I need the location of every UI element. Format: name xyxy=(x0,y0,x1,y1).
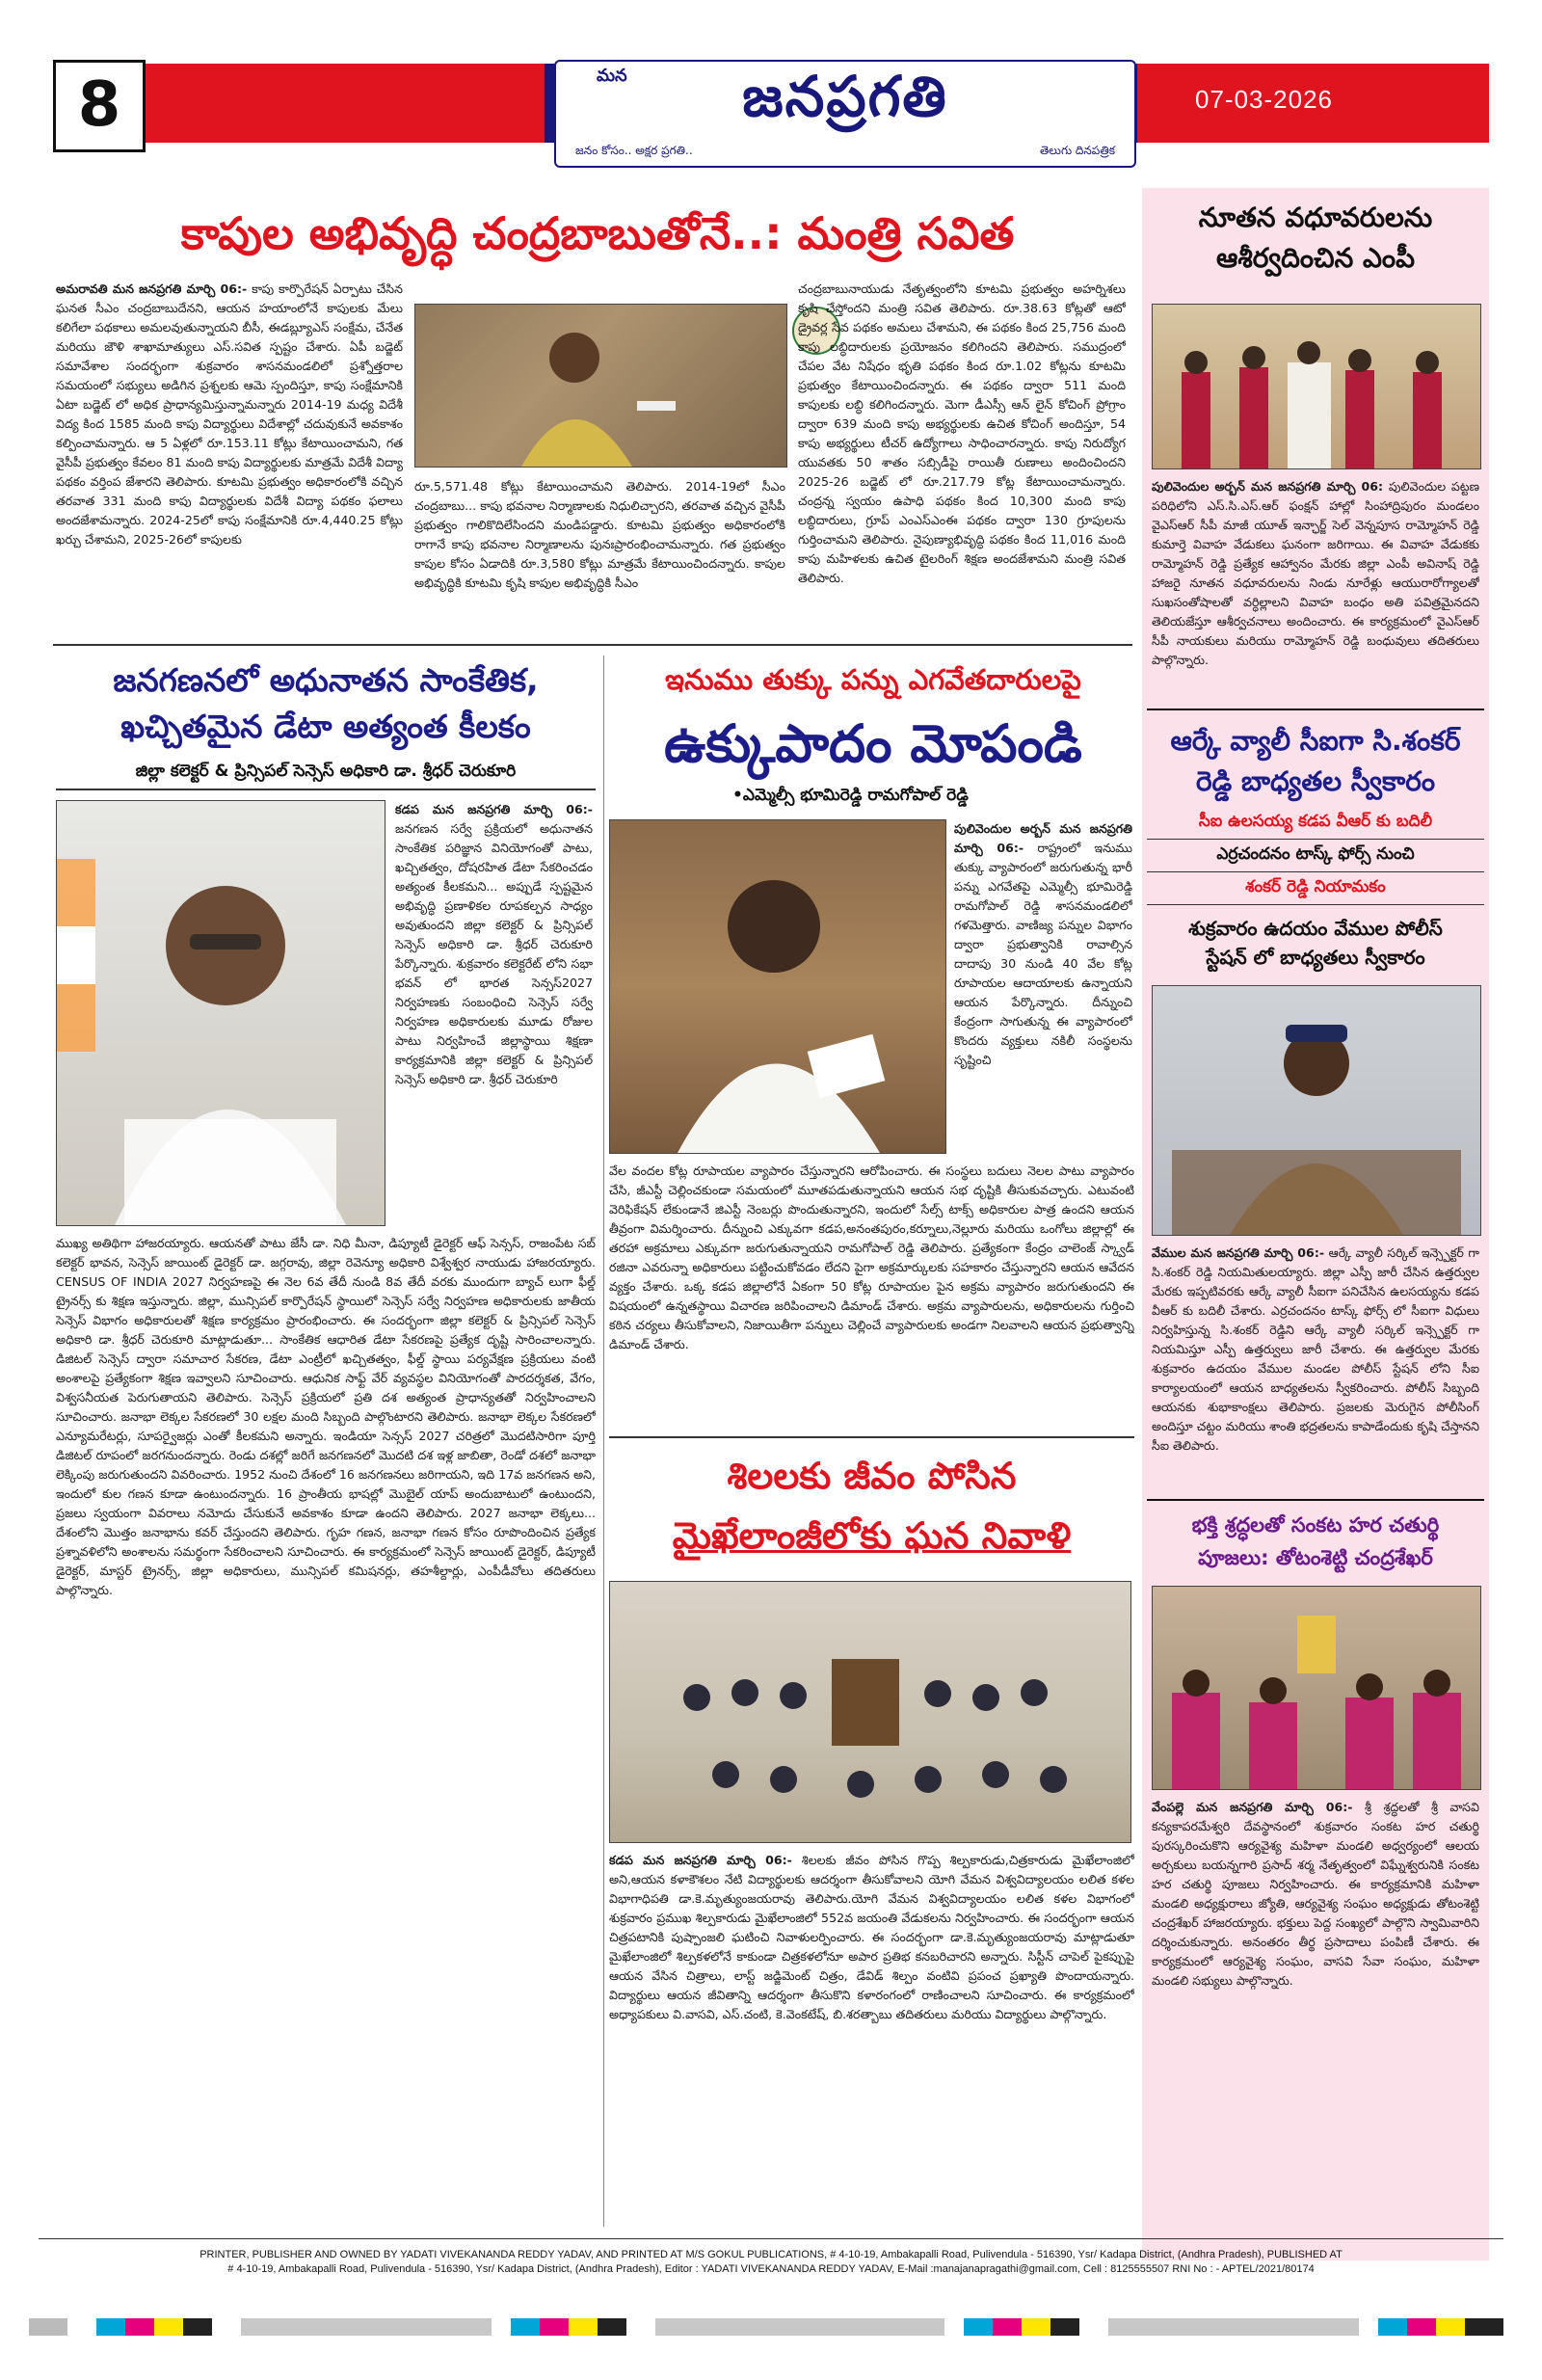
column-divider xyxy=(603,655,604,2227)
iron-body xyxy=(609,1162,1134,1422)
iron-side-text xyxy=(954,819,1132,1152)
statue-byline: కడప మన జనప్రగతి మార్చి 06:- xyxy=(609,1853,792,1867)
statue-body xyxy=(609,1851,1134,2225)
masthead-title: జనప్రగతి xyxy=(742,64,948,129)
lead-column-3 xyxy=(798,280,1126,627)
census-side-text xyxy=(395,800,593,1224)
statue-photo-figure xyxy=(610,1582,1130,1842)
divider xyxy=(1147,709,1484,710)
police-officer-photo xyxy=(1152,985,1481,1236)
lead-headline: కాపుల అభివృద్ధి చంద్రబాబుతోనే..: మంత్రి సవిత xyxy=(180,207,1015,259)
lead-photo xyxy=(414,304,787,468)
story3-text: శ్రీ శ్రద్ధలతో శ్రీ వాసవి కన్యకాపరమేశ్వరి దేవస్థానంలో శుక్రవారం సంకట హర చతుర్థి పురస్కరించుకొని ఆర్యవైశ్య మహిళా మండలి అధ్వర్యంలో ఆలయ అర్చకులు బయన్నగారి ప్రసాద్ శర్మ నేతృత్వంలో విఘ్నేశ్వరునికి సంకట హర చతుర్థి పూజలు నిర్వహించారు. ఈ కార్యక్రమానికి మహిళా మండలి అధ్యక్షురాలు జ్యోతి, ఆర్యవైశ్య సంఘం అధ్యక్షుడు తోటంశెట్టి చంద్రశేఖర్ హాజరయ్యారు. భక్తులు పెద్ద సంఖ్యలో పాల్గొని స్వామివారిని దర్శించుకున్నారు. అనంతరం తీర్థ ప్రసాదాలు పంపిణీ చేశారు. ఈ కార్యక్రమంలో ఆర్యవైశ్య సంఘం, వాసవి సేవా సంఘం, మహిళా మండలి సభ్యులు పాల్గొన్నారు. xyxy=(1152,1800,1479,1988)
statue-photo xyxy=(609,1581,1131,1843)
story1-headline-line2: ఆశీర్వదించిన ఎంపీ xyxy=(1215,242,1415,274)
divider xyxy=(53,644,1132,646)
census-subhead: జిల్లా కలెక్టర్ & ప్రిన్సిపల్ సెన్సెస్ అధికారి డా. శ్రీధర్ చెరుకూరి xyxy=(56,762,596,790)
iron-side-content: రాష్ట్రంలో ఇనుము తుక్కు వ్యాపారంలో జరుగుతున్న భారీ పన్ను ఎగవేతపై ఎమ్మెల్సీ భూమిరెడ్డి రామగోపాల్ రెడ్డి శాసనమండలిలో గళమెత్తారు. వాణిజ్య పన్నుల విభాగం ద్వారా ప్రభుత్వానికి రావాల్సిన దాదాపు 30 నుండి 40 వేల కోట్ల రూపాయల ఆదాయాలకు ఉన్నాయని ఆయన పేర్కొన్నారు. దీన్నుంచి కేంద్రంగా సాగుతున్న ఈ వ్యాపారంలో కొందరు వ్యక్తులు నకిలీ సంస్థలను సృష్టించి xyxy=(954,841,1132,1067)
masthead-tagline-right: తెలుగు దినపత్రిక xyxy=(1039,144,1115,157)
sidebar-story3-headline xyxy=(1147,1509,1484,1574)
header-red-left xyxy=(140,64,545,143)
census-byline: కడప మన జనప్రగతి మార్చి 06:- xyxy=(395,802,593,816)
imprint-footer xyxy=(39,2248,1503,2277)
iron-photo xyxy=(609,819,946,1154)
story2-sub2: ఎర్రచందనం టాస్క్ ఫోర్స్ నుంచి xyxy=(1147,844,1484,872)
divider xyxy=(39,2238,1503,2239)
story3-headline-line1: భక్తి శ్రద్ధలతో సంకట హర చతుర్థి xyxy=(1191,1513,1440,1537)
sidebar-story3-body xyxy=(1152,1798,1479,2087)
imprint-line1: PRINTER, PUBLISHER AND OWNED BY YADATI VIVEKANANDA REDDY YADAV, AND PRINTED AT M/S GOKUL PUBLICATIONS, # 4-10-19, Ambakapalli Road, Pulivendula - 516390, Ysr/ Kadapa District, (Andhra Pradesh), PUBLISHED AT xyxy=(199,2249,1343,2260)
iron-headline-line2: ఉక్కుపాదం మోపండి xyxy=(664,713,1082,774)
story2-headline-line2: రెడ్డి బాధ్యతల స్వీకారం xyxy=(1195,765,1436,797)
lead-column-1 xyxy=(56,280,403,627)
census-headline-line2: ఖచ్చితమైన డేటా అత్యంత కీలకం xyxy=(120,708,531,745)
imprint-line2: # 4-10-19, Ambakapalli Road, Pulivendula - 516390, Ysr/ Kadapa District, (Andhra Pradesh), Editor : YADATI VIVEKANANDA REDDY YADAV, E-Mail :manajanapragathi@gmail.com, Cell : 8125555507 RNI No : - APTEL/2021/80174 xyxy=(227,2263,1315,2275)
story2-sub4 xyxy=(1147,914,1484,972)
story1-text: పులివెందుల పట్టణ పరిధిలోని ఎస్.సి.ఎస్.ఆర్ ఫంక్షన్ హాల్లో సింహాద్రిపురం మండలం వైఎస్ఆర్ సీపీ మాజీ యూత్ ఇన్ఛార్జ్ సెల్ వెన్నపూస రామ్మోహన్ రెడ్డి కుమార్తె వివాహ వేడుకలు ఘనంగా జరిగాయి. ఈ వివాహ వేడుకకు రామ్మోహన్ రెడ్డి ప్రత్యేక ఆహ్వానం మేరకు జిల్లా ఎంపీ అవినాష్ రెడ్డి హాజరై నూతన వధూవరులను నిండు నూరేళ్లు ఆయురారోగ్యాలతో సుఖసంతోషాలతో వర్ధిల్లాలని వివాహ బంధం అతి పవిత్రమైనదని తెలియజేస్తూ ఆశీర్వచనాలు అందించారు. ఈ కార్యక్రమంలో వైఎస్ఆర్ సీపీ నాయకులు మరియు రామ్మోహన్ రెడ్డి బంధువులు తదితరులు పాల్గొన్నారు. xyxy=(1152,479,1479,667)
masthead-tagline: జనం కోసం.. అక్షర ప్రగతి.. xyxy=(575,144,693,157)
police-photo-figure xyxy=(1153,986,1480,1235)
divider xyxy=(1147,1499,1484,1501)
page-number: 8 xyxy=(53,60,146,152)
print-registration-bar xyxy=(29,2318,1513,2336)
iron-subhead: •ఎమ్మెల్సీ భూమిరెడ్డి రామగోపాల్ రెడ్డి xyxy=(732,786,969,805)
story2-text: ఆర్కే వ్యాలీ సర్కిల్ ఇన్స్పెక్టర్ గా సి.శంకర్ రెడ్డి నియమితులయ్యారు. జిల్లా ఎస్పీ జారీ చేసిన ఉత్తర్వుల మేరకు ఇప్పటివరకు ఆర్కే వ్యాలీ సీఐగా పనిచేసిన ఉలసయ్యను కడప వీఆర్ కు బదిలీ చేశారు. ఎర్రచందనం టాస్క్ ఫోర్స్ లో సీఐగా విధులు నిర్వహిస్తున్న సి.శంకర్ రెడ్డిని ఆర్కే వ్యాలీ సర్కిల్ ఇన్స్పెక్టర్ గా నియమిస్తూ ఎస్పీ ఉత్తర్వులు జారీ చేశారు. ఈ ఉత్తర్వుల మేరకు శుక్రవారం ఉదయం వేముల మండల పోలీస్ స్టేషన్ లోని సీఐ కార్యాలయంలో ఆయన బాధ్యతలను స్వీకరించారు. పోలీస్ సిబ్బంది ఆయనకు శుభాకాంక్షలు తెలిపారు. ప్రజలకు మెరుగైన పోలీసింగ్ అందిస్తూ చట్టం మరియు శాంతి భద్రతలను కాపాడేందుకు కృషి చేస్తానని సీఐ తెలిపారు. xyxy=(1152,1245,1479,1453)
story2-byline: వేముల మన జనప్రగతి మార్చి 06:- xyxy=(1152,1245,1325,1260)
lead-col2-text: రూ.5,571.48 కోట్లు కేటాయించామని తెలిపారు. 2014-19లో సీఎం చంద్రబాబు... కాపు భవనాల నిర్మాణాలకు నిధులిచ్చారని, తరవాత వచ్చిన వైసీపీ ప్రభుత్వం గాలికొదిలేసిందని మండిపడ్డారు. కూటమి ప్రభుత్వం అధికారంలోకి రాగానే కాపు భవనాల నిర్మాణాలను పునఃప్రారంభించామన్నారు. గత ప్రభుత్వం కాపుల కోసం ఏడాదికి రూ.3,580 కోట్లు మాత్రమే కేటాయించిందన్నారు. కాపుల అభివృద్ధికి కూటమి కృషి కాపుల అభివృద్ధికి సీఎం xyxy=(414,479,785,590)
story2-sub4-line1: శుక్రవారం ఉదయం వేముల పోలీస్ xyxy=(1188,917,1443,940)
masthead-logo xyxy=(554,60,1136,168)
lead-col1-text: కాపు కార్పొరేషన్ ఏర్పాటు చేసిన ఘనత సీఎం చంద్రబాబుదేనని, ఆయన హయాంలోనే కాపులకు మేలు కలిగేలా పథకాలు అమలవుతున్నాయని బీసీ, ఈడబ్ల్యూఎస్ సంక్షేమ, చేనేత మరియు జౌళి శాఖామాత్యులు ఎస్.సవిత స్పష్టం చేశారు. ఏపీ బడ్జెట్ సమావేశాల సందర్భంగా శుక్రవారం శాసనమండలిలో ప్రశ్నోత్తరాల సమయంలో సభ్యులు అడిగిన ప్రశ్నలకు ఆమె స్పందిస్తూ, కాపు సంక్షేమానికి ఏటా బడ్జెట్ లో అధిక ప్రాధాన్యమిస్తున్నామన్నారు 2014-19 మధ్య విదేశీ విద్య కింద 1585 మంది కాపు విద్యార్థులు విదేశాల్లో చదువుకునే అవకాశం కల్పించామన్నారు. ఆ 5 ఏళ్లలో రూ.153.11 కోట్లు కేటాయించామని, గత వైసీపీ ప్రభుత్వం కేవలం 81 మంది కాపు విద్యార్థులకు మాత్రమే విదేశీ విద్యా పథకం వర్తింప జేశారని తెలిపారు. కూటమి ప్రభుత్వం అధికారంలోకి వచ్చిన తరవాత 331 మంది కాపు విద్యార్థులకు విదేశీ విద్యా పథకం ఫలాలు అందజేశామన్నారు. 2024-25లో కాపు సంక్షేమానికి రూ.4,440.25 కోట్లు ఖర్చు చేశామని, 2025-26లో కాపులకు xyxy=(56,281,403,547)
divider xyxy=(609,1436,1134,1438)
census-headline-line1: జనగణనలో అధునాతన సాంకేతిక, xyxy=(113,661,539,699)
story1-headline-line1: నూతన వధూవరులను xyxy=(1198,201,1433,233)
story3-headline-line2: పూజలు: తోటంశెట్టి చంద్రశేఖర్ xyxy=(1198,1546,1433,1569)
statue-headline-line1: శిలలకు జీవం పోసిన xyxy=(727,1455,1017,1497)
sidebar-story1-headline xyxy=(1147,198,1484,279)
wedding-photo-figure xyxy=(1153,305,1480,468)
story2-sub4-line2: స్టేషన్ లో బాధ్యతలు స్వీకారం xyxy=(1206,946,1425,969)
lead-photo-figure xyxy=(415,305,786,467)
masthead-mana: మన xyxy=(597,66,627,86)
statue-headline xyxy=(609,1446,1134,1565)
issue-date: 07-03-2026 xyxy=(1195,85,1333,114)
temple-pooja-photo xyxy=(1152,1586,1481,1790)
statue-body-text: శిలలకు జీవం పోసిన గొప్ప శిల్పకారుడు,చిత్రకారుడు మైఖేలాంజిలో అని,ఆయన కళాకౌశలం నేటి విద్యార్థులకు ఆదర్శంగా తీసుకోవాలని యోగి వేమన విశ్వవిద్యాలయం లలిత కళల విభాగాధిపతి డా.కె.మృత్యుంజయరావు తెలిపారు.యోగి వేమన విశ్వవిద్యాలయం లలిత కళల విభాగంలో శుక్రవారం ప్రముఖ శిల్పకారుడు మైఖేలాంజిలో 552వ జయంతి వేడుకలను నిర్వహించారు. ఈ సందర్భంగా ఆయన చిత్రపటానికి పుష్పాంజలి ఘటించి నివాళులర్పించారు. ఈ సందర్భంగా డా.కె.మృత్యుంజయరావు మాట్లాడుతూ మైఖేలాంజిలో శిల్పకళలోనే కాకుండా చిత్రకళలోనూ అపార ప్రతిభ కనబరిచారని అన్నారు. సిస్టీన్ చాపెల్ పైకప్పుపై ఆయన వేసిన చిత్రాలు, లాస్ట్ జడ్జిమెంట్ చిత్రం, డేవిడ్ శిల్పం వంటివి ప్రపంచ ప్రఖ్యాతి పొందాయన్నారు. విద్యార్థులు ఆయన జీవితాన్ని ఆదర్శంగా తీసుకొని కళారంగంలో రాణించాలని సూచించారు. ఈ కార్యక్రమంలో అధ్యాపకులు వి.వాసవి, ఎస్.చంటి, కె.వెంకటేష్, బి.శరత్బాబు తదితరులు మరియు విద్యార్థులు పాల్గొన్నారు. xyxy=(609,1853,1134,2021)
wedding-photo xyxy=(1152,304,1481,469)
census-body xyxy=(56,1234,596,2225)
statue-headline-line2: మైఖేలాంజీలోకు ఘన నివాళి xyxy=(672,1514,1072,1557)
lead-column-2 xyxy=(414,477,785,627)
story2-sub1: సీఐ ఉలసయ్య కడప వీఆర్ కు బదిలీ xyxy=(1147,812,1484,840)
story2-headline-line1: ఆర్కే వ్యాలీ సీఐగా సి.శంకర్ xyxy=(1170,725,1461,757)
iron-headline-line1: ఇనుము తుక్కు పన్ను ఎగవేతదారులపై xyxy=(665,663,1081,696)
story1-byline: పులివెందుల అర్బన్ మన జనప్రగతి మార్చి 06: xyxy=(1152,479,1384,494)
lead-col3-text: చంద్రబాబునాయుడు నేతృత్వంలోని కూటమి ప్రభుత్వం అహర్నిశలు కృషి చేస్తోందని మంత్రి సవిత తెలిపారు. రూ.38.63 కోట్లతో ఆటో డ్రైవర్ల సేవ పథకం అమలు చేశామని, ఈ పథకం కింద 25,756 మంది కాపు లబ్ధిదారులకు ప్రయోజనం కలిగిందని తెలిపారు. సముద్రంలో చేపల వేట నిషేధం భృతి పథకం కింద రూ.1.02 కోట్లను కూటమి ప్రభుత్వం కేటాయించిందన్నారు. ఈ పథకం ద్వారా 511 మంది కాపులకు లబ్ధి కలిగిందన్నారు. మెగా డీఎస్సీ ఆన్ లైన్ కోచింగ్ ప్రోగ్రాం ద్వారా 639 మంది కాపు అభ్యర్థులకు ఉచిత కోచింగ్ అందిస్తూ, 54 కాపు అభ్యర్థులు టీచర్ ఉద్యోగాలు సాధించారన్నారు. కాపు నిరుద్యోగ యువతకు 50 శాతం సబ్సిడీపై రాయితీ రుణాలు అందించిందని 2025-26 బడ్జెట్ లో రూ.217.79 కోట్ల కేటాయించామన్నారు. చంద్రన్న స్వయం ఉపాధి పథకం కింద 10,300 మంది కాపు లబ్ధిదారులు, గ్రూప్ ఎంఎస్ఎంఈ పథకం ద్వారా 130 గ్రూపులను గుర్తించామని తెలిపారు. నైపుణ్యాభివృద్ధి పథకం కింద 11,016 మంది కాపు మహిళలకు ఉచిత టైలరింగ్ శిక్షణ అందజేశామని మంత్రి సవిత తెలిపారు. xyxy=(798,281,1126,585)
sidebar-story2-headline xyxy=(1147,721,1484,802)
temple-photo-figure xyxy=(1153,1587,1480,1789)
iron-byline: పులివెందుల అర్బన్ మన జనప్రగతి మార్చి 06:- xyxy=(954,821,1132,855)
iron-body-text: వేల వందల కోట్ల రూపాయల వ్యాపారం చేస్తున్నారని ఆరోపించారు. ఈ సంస్థలు బదులు నెలల పాటు వ్యాపారం చేసి, జీఎస్టీ చెల్లించకుండా సమయంలో మూతపడుతున్నాయని ఆయన సభ దృష్టికి తీసుకువచ్చారు. ఎటువంటి వెరిఫికేషన్ లేకుండానే జిఎస్టీ నెంబర్లు పొందుతున్నారని, ఇందులో సేల్స్ టాక్స్ అధికారుల పాత్ర ఉందని ఆయన తీవ్రంగా విమర్శించారు. దీన్నుంచి ఎక్కువగా కడప,అనంతపురం,కర్నూలు,నెల్లూరు మరియు ఒంగోలు జిల్లాల్లో ఈ తరహా అక్రమాలు ఎక్కువగా జరుగుతున్నాయని రామగోపాల్ రెడ్డి తెలిపారు. ప్రత్యేకంగా కేంద్రం చాలెంజ్ స్క్వాడ్ రజినా ఎవరున్నా అధికారులు పట్టించుకోవడం లేదని పైగా అక్రమార్కులకు సహకారం చేస్తున్నారని ఆయన ఆవేదన వ్యక్తం చేశారు. ఒక్క కడప జిల్లాలోనే ఏకంగా 50 కోట్ల రూపాయల పైన అక్రమ వ్యాపారం జరుగుతుందని ఈ విషయంలో ఉన్నతస్థాయి విచారణ జరిపించాలని డిమాండ్ చేశారు. అక్రమ వ్యాపారులను, అధికారులను గుర్తించి కఠిన చర్యలు తీసుకోవాలని, నిజాయితీగా పన్నులు చెల్లించే వ్యాపారులకు అండగా నిలవాలని ఆయన ప్రభుత్వాన్ని డిమాండ్ చేశారు. xyxy=(609,1163,1134,1351)
census-photo-figure xyxy=(57,801,385,1225)
census-body-text: ముఖ్య అతిథిగా హాజరయ్యారు. ఆయనతో పాటు జేసీ డా. నిధి మీనా, డిప్యూటీ డైరెక్టర్ ఆఫ్ సెన్సస్, రాజంపేట సబ్ కలెక్టర్ భావన, సెన్సెస్ జాయింట్ డైరెక్టర్ డా. జగ్గరావు, జిల్లా రెవెన్యూ అధికారి విశ్వేశ్వర నాయుడు హాజరయ్యారు. CENSUS OF INDIA 2027 నిర్వహణపై ఈ నెల 6వ తేదీ నుండి 8వ తేదీ వరకు ముందుగా బ్యాచ్ లుగా ఫీల్డ్ ట్రైనర్స్ కు శిక్షణ ఇస్తున్నారు. జిల్లా, మున్సిపల్ కార్పొరేషన్ స్థాయిలో సెన్సెస్ సర్వే నిర్వహణ అధికారులకు జాతీయ సెన్సెస్ విభాగం అధికారులతో శిక్షణ కార్యక్రమం ప్రారంభించారు. ఈ సందర్భంగా జిల్లా కలెక్టర్ & ప్రిన్సిపల్ సెన్సెస్ అధికారి డా. శ్రీధర్ చెరుకూరి మాట్లాడుతూ... సాంకేతిక ఆధారిత డేటా సేకరణపై ప్రత్యేక దృష్టి సారించాలన్నారు. డిజిటల్ సెన్సెస్ ద్వారా సమాచార సేకరణ, డేటా ఎంట్రీలో ఖచ్చితత్వం, ఫీల్డ్ స్థాయి పర్యవేక్షణ ప్రక్రియలు వంటి అంశాలపై ప్రత్యేకంగా శిక్షణ ఇవ్వాలని సూచించారు. ఆధునిక సాఫ్ట్ వేర్ వ్యవస్థల వినియోగంతో పారదర్శకత, వేగం, విశ్వసనీయత పెరుగుతాయని తెలిపారు. సెన్సెస్ ప్రక్రియలో ప్రతి దశ అత్యంత ప్రాధాన్యతతో నిర్వహించాలని సూచించారు. జనాభా లెక్కల సేకరణలో 30 లక్షల మంది సిబ్బంది పాల్గొంటారని తెలిపారు. జనాభా లెక్కల సేకరణలో ఎన్యూమరేటర్లు, సూపర్వైజర్లు ఎంతో కీలకమని అన్నారు. ఇండియా సెన్సస్ 2027 చరిత్రలో మొదటిసారిగా పూర్తి డిజిటల్ రూపంలో జరగనుందన్నారు. రెండు దశల్లో జరిగే జనగణనలో మొదటి దశ ఇళ్ల జాబితా, రెండో దశలో జనాభా లెక్కింపు జరుగుతుందని వివరించారు. 1952 నుంచి దేశంలో 16 జనగణనలు జరిగాయని, ఇది 17వ జనగణన అని, ఇందులో కుల గణన కూడా ఉంటుందన్నారు. 16 ప్రాంతీయ భాషల్లో మొబైల్ యాప్ అందుబాటులో ఉంటుందని, ప్రజలు స్వయంగా వివరాలు నమోదు చేసుకునే అవకాశం కూడా ఉందని తెలిపారు. 2027 జనాభా లెక్కలు... దేశంలోని మొత్తం జనాభాను కవర్ చేస్తుందని తెలిపారు. గృహ గణన, జనాభా గణన కోసం రూపొందించిన ప్రత్యేక ప్రశ్నావళిలోని అంశాలను సమర్థంగా సేకరించాలని సూచించారు. ఈ కార్యక్రమంలో సెన్సెస్ జాయింట్ డైరెక్టర్, డిప్యూటీ డైరెక్టర్, మాస్టర్ ట్రైనర్స్, జిల్లా అధికారులు, మున్సిపల్ కమిషనర్లు, తహశీల్దార్లు, ఎంపీడీవోలు తదితరులు పాల్గొన్నారు. xyxy=(56,1236,596,1597)
sidebar-story1-body xyxy=(1152,477,1479,699)
sidebar-story2-body xyxy=(1152,1243,1479,1492)
story2-sub3: శంకర్ రెడ్డి నియామకం xyxy=(1147,877,1484,905)
census-side-content: జనగణన సర్వే ప్రక్రియలో అధునాతన సాంకేతిక పరిజ్ఞాన వినియోగంతో పాటు, ఖచ్చితత్వం, దోషరహిత డేటా సేకరించడం అత్యంత కీలకమని... అప్పుడే స్పష్టమైన అభివృద్ధి ప్రణాళికల రూపకల్పన సాధ్యం అవుతుందని జిల్లా కలెక్టర్ & ప్రిన్సిపల్ సెన్సెస్ అధికారి డా. శ్రీధర్ చెరుకూరి పేర్కొన్నారు. శుక్రవారం కలెక్టరేట్ లోని సభా భవన్ లో భారత సెన్సస్2027 నిర్వహణకు సంబంధించి సెన్సెస్ సర్వే నిర్వహణ అధికారులకు మూడు రోజుల పాటు నిర్వహించే జిల్లాస్థాయి శిక్షణా కార్యక్రమానికి జిల్లా కలెక్టర్ & ప్రిన్సిపల్ సెన్సెస్ అధికారి డా. శ్రీధర్ చెరుకూరి xyxy=(395,821,593,1086)
lead-byline: అమరావతి మన జనప్రగతి మార్చి 06:- xyxy=(56,281,248,296)
iron-photo-figure xyxy=(610,820,945,1153)
story3-byline: వేంపల్లె మన జనప్రగతి మార్చి 06:- xyxy=(1152,1800,1353,1814)
census-headline xyxy=(56,657,596,750)
census-photo xyxy=(56,800,386,1226)
